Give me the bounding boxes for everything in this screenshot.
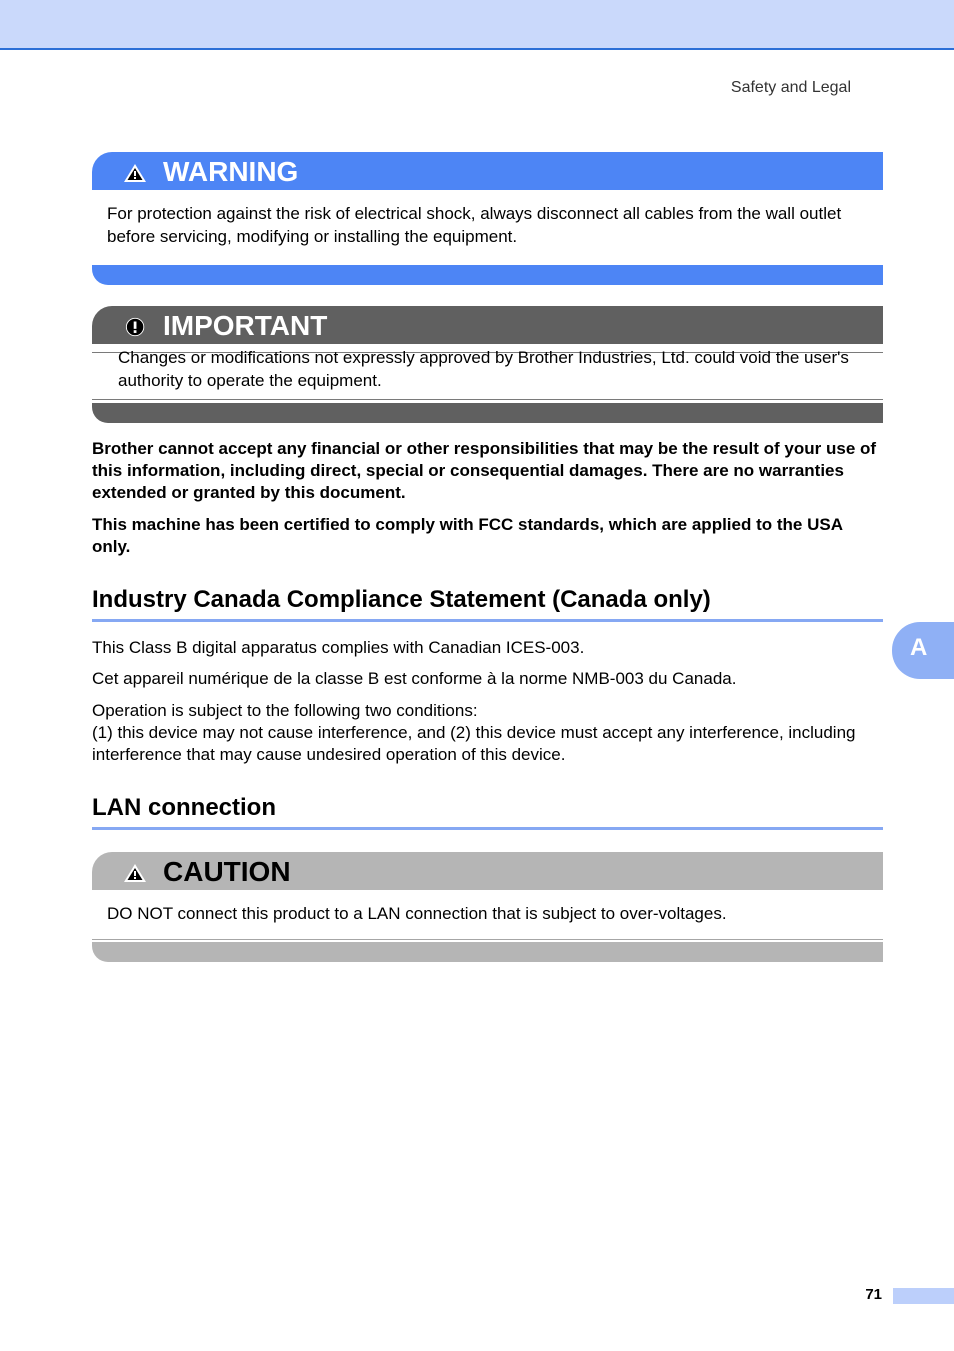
disclaimer-liability: Brother cannot accept any financial or other responsibilities that may be the result of your use of this information, including direct, special or consequential damages. There are no warranties extended or granted by this document. (92, 439, 877, 502)
important-divider-bottom (92, 399, 883, 400)
warning-triangle-icon (123, 163, 147, 183)
caution-header (92, 852, 883, 890)
chapter-tab (892, 622, 954, 679)
warning-triangle-icon (123, 863, 147, 883)
important-header (92, 306, 883, 345)
warning-header (92, 152, 883, 190)
warning-title: WARNING (163, 156, 299, 187)
top-bar (0, 0, 954, 50)
section-heading-lan: LAN connection (92, 794, 276, 821)
caution-text: DO NOT connect this product to a LAN connection that is subject to over-voltages. (107, 904, 727, 923)
important-text: Changes or modifications not expressly approved by Brother Industries, Ltd. could void the user's authority to operate the equipment. (118, 348, 849, 390)
canada-paragraph: This Class B digital apparatus complies with Canadian ICES-003. (92, 638, 585, 657)
canada-paragraph: Cet appareil numérique de la classe B est conforme à la norme NMB-003 du Canada. (92, 669, 737, 688)
important-footer (92, 403, 883, 423)
caution-title: CAUTION (163, 856, 291, 887)
important-title: IMPORTANT (163, 310, 328, 341)
exclamation-circle-icon (125, 317, 147, 337)
disclaimer-fcc: This machine has been certified to comply with FCC standards, which are applied to the USA only. (92, 515, 843, 556)
canada-paragraph: (1) this device may not cause interference, and (2) this device must accept any interference, including interference that may cause undesired operation of this device. (92, 723, 856, 764)
running-head: Safety and Legal (730, 79, 851, 96)
caution-footer (92, 942, 883, 962)
section-rule (92, 827, 883, 830)
canada-paragraph: Operation is subject to the following two conditions: (92, 701, 478, 720)
caution-divider-bottom (92, 939, 883, 940)
section-rule (92, 619, 883, 622)
chapter-tab-label: A (910, 634, 928, 661)
warning-footer (92, 265, 883, 285)
page-number-bar (893, 1288, 954, 1304)
section-heading-canada: Industry Canada Compliance Statement (Canada only) (92, 586, 711, 613)
page-number: 71 (865, 1286, 882, 1303)
warning-text: For protection against the risk of electrical shock, always disconnect all cables from the wall outlet before servicing, modifying or installing the equipment. (107, 204, 842, 246)
